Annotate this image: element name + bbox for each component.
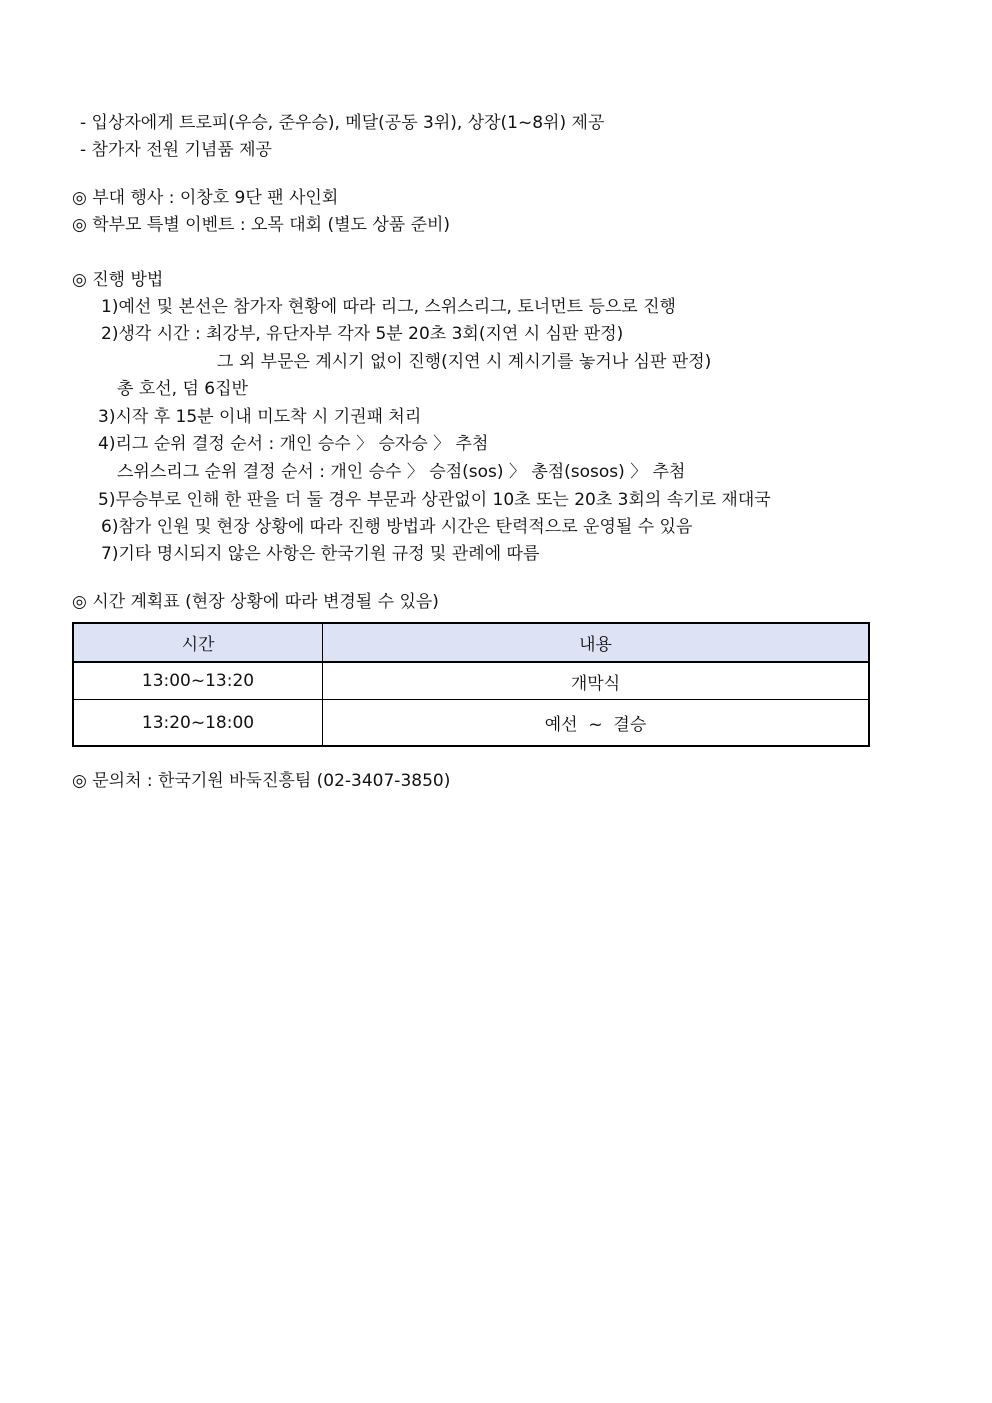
schedule-heading: ◎ 시간 계획표 (현장 상황에 따라 변경될 수 있음)	[72, 592, 439, 612]
schedule-header-time: 시간	[73, 623, 323, 662]
schedule-cell-time: 13:00~13:20	[73, 662, 323, 700]
schedule-header-content: 내용	[323, 623, 870, 662]
schedule-table	[72, 622, 870, 747]
schedule-cell-content: 예선 ~ 결승	[323, 700, 870, 747]
method-item-2-continued: 그 외 부문은 계시기 없이 진행(지연 시 계시기를 놓거나 심판 판정)	[217, 352, 712, 372]
schedule-cell-content: 개막식	[323, 662, 870, 700]
schedule-cell-time: 13:20~18:00	[73, 700, 323, 747]
method-item-5: 5)무승부로 인해 한 판을 더 둘 경우 부문과 상관없이 10초 또는 20초 3회의 속기로 재대국	[98, 490, 771, 510]
method-item-3: 3)시작 후 15분 이내 미도착 시 기권패 처리	[98, 407, 422, 427]
method-item-4: 4)리그 순위 결정 순서 : 개인 승수 〉 승자승 〉 추첨	[98, 434, 489, 454]
method-item-4-swiss: 스위스리그 순위 결정 순서 : 개인 승수 〉 승점(sos) 〉 총점(sosos) 〉 추첨	[117, 462, 686, 482]
method-item-1: 1)예선 및 본선은 참가자 현황에 따라 리그, 스위스리그, 토너먼트 등으로 진행	[101, 297, 676, 317]
awards-line-1: - 입상자에게 트로피(우승, 준우승), 메달(공동 3위), 상장(1~8위) 제공	[80, 113, 605, 133]
table-row	[73, 700, 869, 747]
parent-event-line: ◎ 학부모 특별 이벤트 : 오목 대회 (별도 상품 준비)	[72, 215, 451, 235]
awards-line-2: - 참가자 전원 기념품 제공	[80, 140, 272, 160]
side-event-line: ◎ 부대 행사 : 이창호 9단 팬 사인회	[72, 188, 339, 208]
contact-line: ◎ 문의처 : 한국기원 바둑진흥팀 (02-3407-3850)	[72, 771, 451, 791]
method-item-6: 6)참가 인원 및 현장 상황에 따라 진행 방법과 시간은 탄력적으로 운영될 수 있음	[101, 517, 693, 537]
method-item-2: 2)생각 시간 : 최강부, 유단자부 각자 5분 20초 3회(지연 시 심판 판정)	[101, 324, 624, 344]
method-heading: ◎ 진행 방법	[72, 270, 164, 290]
table-row	[73, 662, 869, 700]
method-item-2-handicap: 총 호선, 덤 6집반	[117, 379, 248, 399]
schedule-header-row	[73, 623, 869, 662]
method-item-7: 7)기타 명시되지 않은 사항은 한국기원 규정 및 관례에 따름	[101, 544, 540, 564]
